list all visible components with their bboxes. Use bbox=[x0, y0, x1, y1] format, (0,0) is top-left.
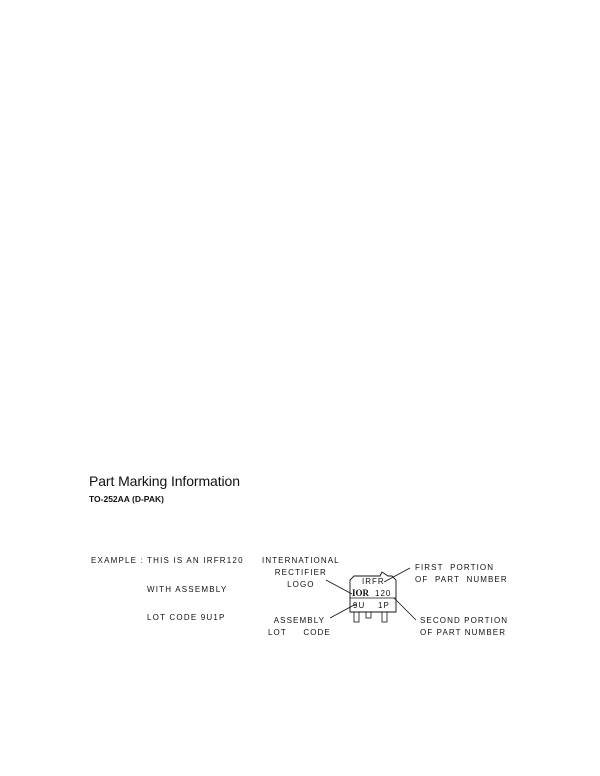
leader-second-portion bbox=[394, 598, 416, 620]
marking-line-1: IRFR bbox=[362, 577, 385, 586]
marking-line-2-suffix: 120 bbox=[375, 589, 392, 598]
example-label: EXAMPLE : bbox=[91, 556, 145, 565]
leader-logo bbox=[326, 580, 352, 594]
assembly-label-line-1: ASSEMBLY bbox=[273, 616, 326, 625]
second-portion-line-2: OF PART NUMBER bbox=[420, 628, 507, 637]
leader-assembly bbox=[330, 604, 356, 618]
second-portion-line-1: SECOND PORTION bbox=[420, 616, 509, 625]
package-subtitle: TO-252AA (D-PAK) bbox=[89, 494, 164, 504]
page-title: Part Marking Information bbox=[89, 473, 240, 489]
first-portion-line-1: FIRST PORTION bbox=[415, 563, 495, 572]
logo-label-line-1: INTERNATIONAL bbox=[262, 556, 340, 565]
assembly-label-line-2: LOT CODE bbox=[268, 628, 331, 637]
example-text-1: THIS IS AN IRFR120 bbox=[147, 556, 244, 565]
example-text-2: WITH ASSEMBLY bbox=[147, 584, 228, 594]
logo-label-line-2: RECTIFIER bbox=[274, 568, 327, 577]
first-portion-line-2: OF PART NUMBER bbox=[415, 575, 508, 584]
logo-label-line-3: LOGO bbox=[287, 580, 315, 589]
leader-first-portion bbox=[384, 568, 410, 582]
marking-line-3-left: 9U bbox=[353, 601, 366, 610]
example-text-3: LOT CODE 9U1P bbox=[147, 613, 226, 622]
ir-logo: IOR bbox=[352, 588, 370, 598]
marking-line-3-right: 1P bbox=[378, 601, 390, 610]
